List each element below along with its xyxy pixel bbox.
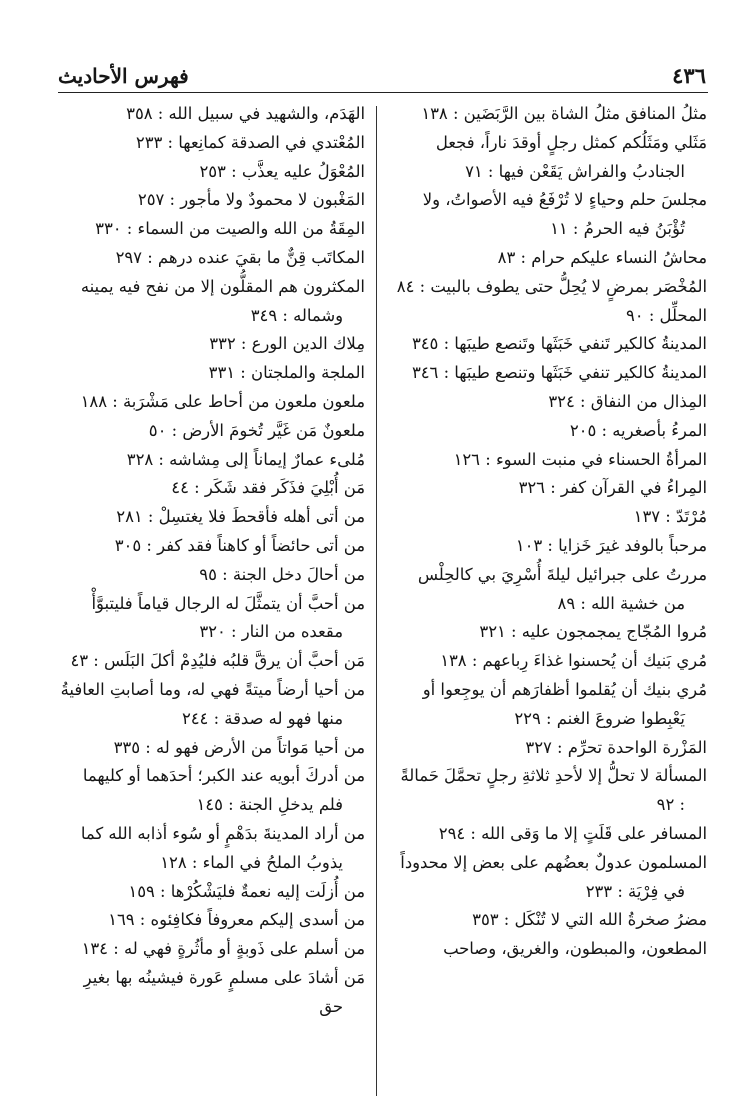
index-entry: المِراءُ في القرآن كفر : ٣٢٦ <box>518 478 707 498</box>
index-entry: المسافر على قَلَتٍ إلا ما وَقى الله : ٢٩٤ <box>438 823 707 843</box>
header-rule <box>58 92 708 93</box>
index-entry: مِلاك الدين الورع : ٣٣٢ <box>209 334 365 354</box>
index-entry: مررتُ على جبرائيل ليلةَ أُسْرِيَ بي كالحِلْس من خشية الله : ٨٩ <box>417 564 707 613</box>
index-entry: من أُزلَت إليه نعمةٌ فليَشْكُرْها : ١٥٩ <box>128 881 365 901</box>
index-entry: المسألة لا تحلُّ إلا لأحدِ ثلاثةِ رجلٍ تحمَّلَ حَمالةً : ٩٢ <box>400 766 707 815</box>
index-entry: مُرْتَدّ : ١٣٧ <box>633 507 707 527</box>
index-entry: ملعون ملعون من أحاط على مَشْرَبة : ١٨٨ <box>80 391 365 411</box>
index-entry: مُروا المُجّاج يمجمجون عليه : ٣٢١ <box>479 622 707 642</box>
right-column <box>395 100 707 1096</box>
index-entry: من أسدى إليكم معروفاً فكافِئوه : ١٦٩ <box>108 910 365 930</box>
page-header <box>58 62 706 92</box>
index-entry: من أراد المدينةَ بدَهْمٍ أو سُوء أذابه الله كما يذوبُ الملحُ في الماء : ١٢٨ <box>80 823 365 872</box>
index-entry: مَن أحبَّ أن يرقَّ قلبُه فليُدِمْ أكلَ البَلَس : ٤٣ <box>70 651 365 671</box>
left-column <box>57 100 365 1096</box>
index-entry: مضرُ صخرةُ الله التي لا تُنْكَل : ٣٥٣ <box>472 910 707 930</box>
index-entry: من أتى أهله فأقحطَ فلا يغتسِلْ : ٢٨١ <box>116 507 365 527</box>
index-entry: المرأةُ الحسناء في منبت السوء : ١٢٦ <box>453 449 707 469</box>
index-entry: محاشُ النساء عليكم حرام : ٨٣ <box>497 247 707 267</box>
index-entry: من أحالَ دخل الجنة : ٩٥ <box>199 564 365 584</box>
index-entry: من أتى حائضاً أو كاهناً فقد كفر : ٣٠٥ <box>114 535 365 555</box>
index-entry: مَثَلي ومَثَلُكم كمثل رجلٍ أوقدَ ناراً، فجعل الجنادبُ والفراش يَقَعْن فيها : ٧١ <box>435 132 707 181</box>
index-entry: المرءُ بأصغريه : ٢٠٥ <box>569 420 707 440</box>
index-entry: المُعْوَلُ عليه يعذَّب : ٢٥٣ <box>199 161 365 181</box>
index-entry: المَزْرة الواحدة تحرِّم : ٣٢٧ <box>525 737 707 757</box>
index-entry: الملجة والملجتان : ٣٣١ <box>208 363 365 383</box>
index-entry: المُعْتدي في الصدقة كمانِعها : ٢٣٣ <box>135 132 365 152</box>
index-entry: مجلسَ حلم وحياءٍ لا تُرْفَعُ فيه الأصواتُ، ولا تُؤْبَنُ فيه الحرمُ : ١١ <box>422 190 707 239</box>
page-number: ٤٣٦ <box>672 63 706 88</box>
index-entry: المكثرون هم المقلُّون إلا من نفح فيه يمينه وشماله : ٣٤٩ <box>80 276 365 325</box>
index-entry: المدينةُ كالكير تَنفي خَبَثَها وتَنصع طيبَها : ٣٤٥ <box>411 334 707 354</box>
index-entry: مُري بنيك أن يُقلموا أظفارَهم أن يوجِعوا أو يَعْبِطوا ضروعَ الغنم : ٢٢٩ <box>422 679 707 728</box>
index-entry: مَن أُبْلِيَ فذَكَر فقد شَكَر : ٤٤ <box>171 478 365 498</box>
index-entry: المسلمون عدولٌ بعضُهم على بعض إلا محدوداً في فِرْيَة : ٢٣٣ <box>400 852 707 901</box>
index-entry: من أحبَّ أن يتمثَّلَ له الرجال قياماً فليتبوَّأْ مقعده من النار : ٣٢٠ <box>91 593 365 642</box>
column-divider <box>376 106 377 1096</box>
index-entry: مُري بَنيك أن يُحسنوا غذاءَ رِباعهم : ١٣٨ <box>440 651 707 671</box>
index-entry: الهَدَم، والشهيد في سبيل الله : ٣٥٨ <box>126 104 365 123</box>
index-entry: مَن أشادَ على مسلمٍ عَورة فيشينُه بها بغيرِ حق <box>83 967 365 1016</box>
index-entry: المكاتَب قِنٌّ ما بقيَ عنده درهم : ٢٩٧ <box>115 247 365 267</box>
index-entry: المِذال من النفاق : ٣٢٤ <box>548 391 707 411</box>
index-entry: المَغْبون لا محمودٌ ولا مأجور : ٢٥٧ <box>137 190 365 210</box>
index-entry: من أحيا مَواتاً من الأرض فهو له : ٣٣٥ <box>113 737 365 757</box>
index-entry: ملعونٌ مَن غَيَّر تُخومَ الأرض : ٥٠ <box>148 420 365 440</box>
index-entry: من أسلم على ذَوبةٍ أو مأثُرةٍ فهي له : ١٣٤ <box>81 939 365 959</box>
running-title: فهرس الأحاديث <box>58 64 189 88</box>
index-entry: المحلِّل : ٩٠ <box>626 305 707 325</box>
index-entry: مرحباً بالوفد غيرَ خَزايا : ١٠٣ <box>515 535 707 555</box>
index-entry: من أحيا أرضاً ميتةً فهي له، وما أصابتِ العافيةُ منها فهو له صدقة : ٢٤٤ <box>60 679 365 728</box>
index-entry: من أدركَ أبويه عند الكبر؛ أحدَهما أو كليهما فلم يدخلِ الجنة : ١٤٥ <box>82 766 365 815</box>
index-entry: المطعون، والمبطون، والغريق، وصاحب <box>443 939 707 959</box>
index-entry: المِقَةُ من الله والصيت من السماء : ٣٣٠ <box>95 219 365 239</box>
index-entry: مثلُ المنافق مثلُ الشاة بين الرَّبَضَين : ١٣٨ <box>421 104 707 123</box>
index-entry: المُخْصَر بمرضٍ لا يُحِلُّ حتى يطوف بالبيت : ٨٤ <box>396 276 707 296</box>
index-entry: المدينةُ كالكير تنفي خَبَثَها وتنصع طيبَها : ٣٤٦ <box>411 363 707 383</box>
index-entry: مُلىء عمارٌ إيماناً إلى مِشاشه : ٣٢٨ <box>126 449 365 469</box>
